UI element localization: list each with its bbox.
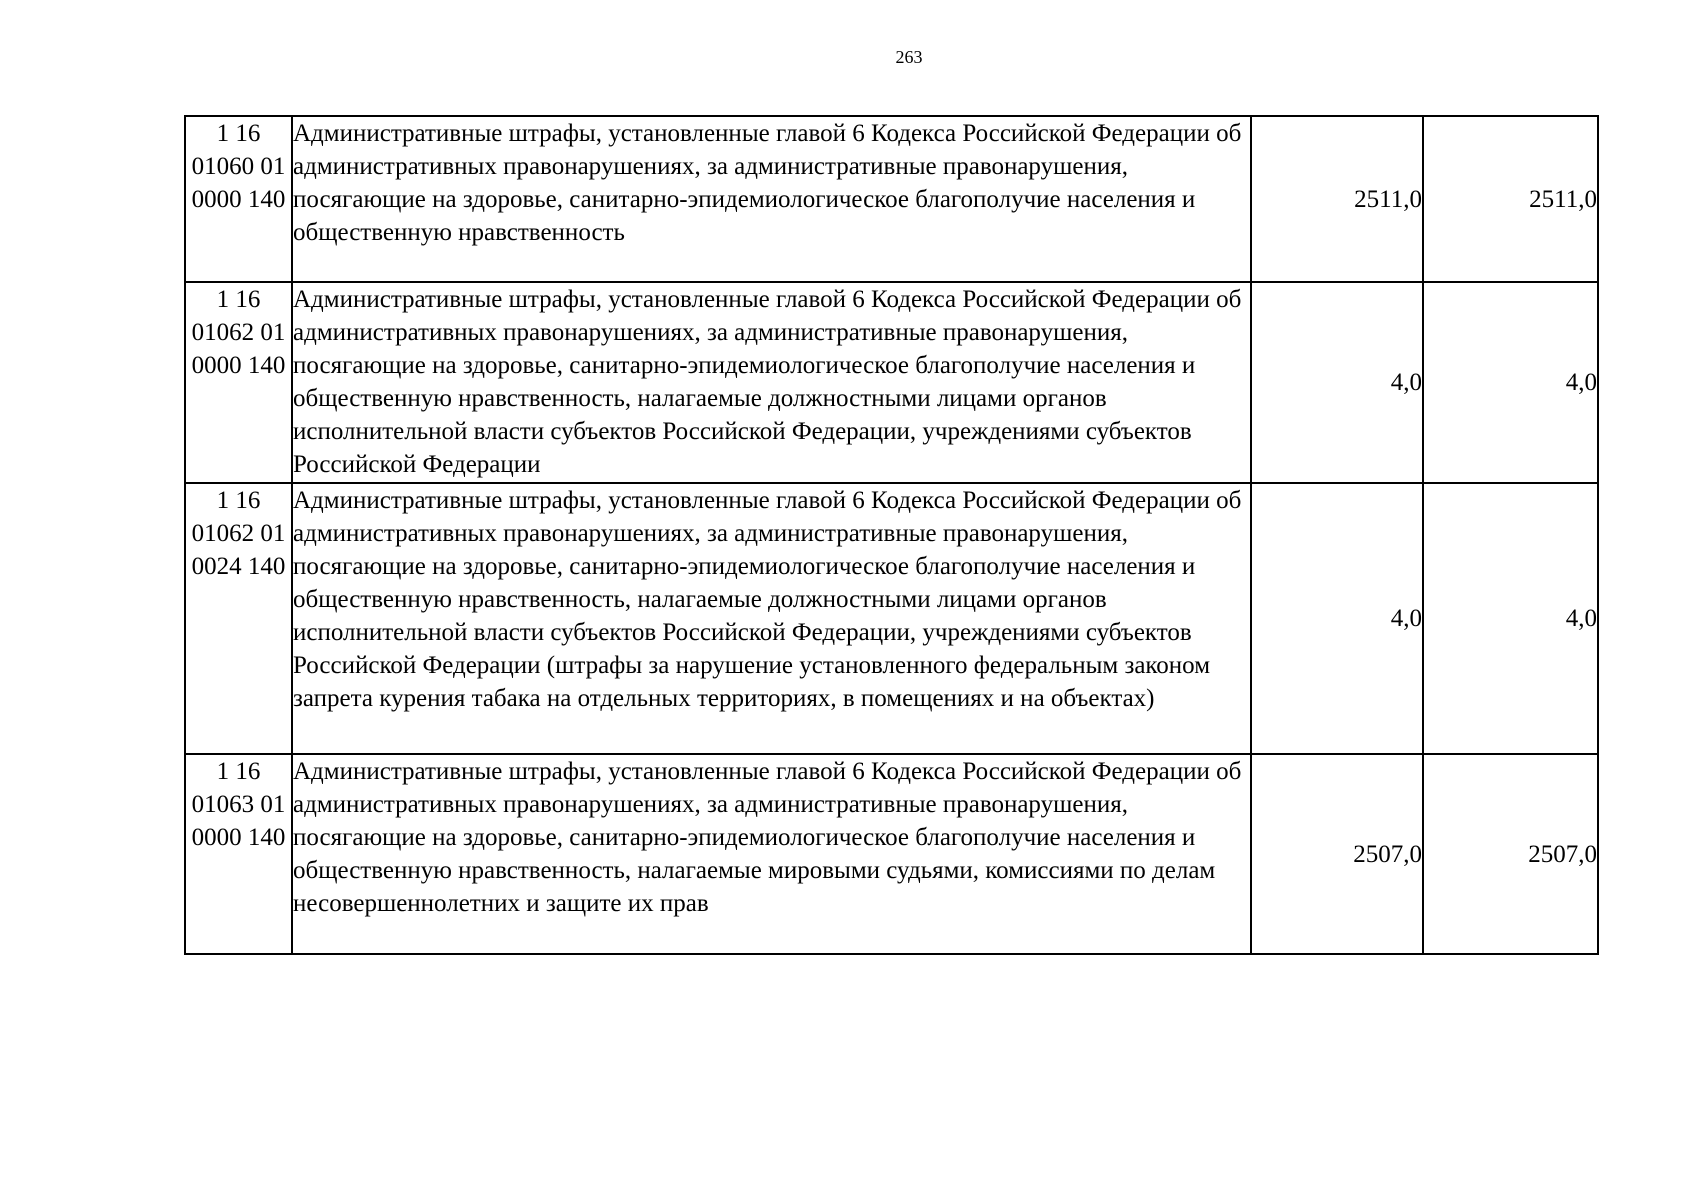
code-line: 1 16 bbox=[216, 758, 261, 785]
value-cell-1: 2511,0 bbox=[1251, 116, 1423, 282]
budget-code-cell bbox=[185, 282, 292, 483]
code-line: 1 16 bbox=[216, 286, 261, 313]
code-line: 01062 01 bbox=[191, 520, 286, 547]
code-line: 0024 140 bbox=[191, 553, 286, 580]
code-line: 1 16 bbox=[216, 487, 261, 514]
table-row bbox=[185, 282, 1598, 483]
code-line: 01062 01 bbox=[191, 319, 286, 346]
code-line: 0000 140 bbox=[191, 186, 286, 213]
table-row bbox=[185, 116, 1598, 282]
description-cell: Административные штрафы, установленные главой 6 Кодекса Российской Федерации об административных правонарушениях, за административные правонарушения, посягающие на здоровье, санитарно-эпидемиологическое благополучие населения и общественную нравственность bbox=[292, 116, 1251, 282]
value-cell-2: 2511,0 bbox=[1423, 116, 1598, 282]
page-number: 263 bbox=[895, 47, 923, 67]
table-row bbox=[185, 754, 1598, 954]
value-cell-2: 4,0 bbox=[1423, 282, 1598, 483]
table-row bbox=[185, 483, 1598, 754]
value-cell-2: 2507,0 bbox=[1423, 754, 1598, 954]
budget-table bbox=[184, 115, 1599, 955]
code-line: 01060 01 bbox=[191, 153, 286, 180]
value-cell-1: 4,0 bbox=[1251, 282, 1423, 483]
code-line: 0000 140 bbox=[191, 824, 286, 851]
value-cell-1: 4,0 bbox=[1251, 483, 1423, 754]
budget-code-cell bbox=[185, 754, 292, 954]
code-line: 01063 01 bbox=[191, 791, 286, 818]
code-line: 0000 140 bbox=[191, 352, 286, 379]
budget-code-cell bbox=[185, 116, 292, 282]
budget-code-cell bbox=[185, 483, 292, 754]
description-cell: Административные штрафы, установленные главой 6 Кодекса Российской Федерации об административных правонарушениях, за административные правонарушения, посягающие на здоровье, санитарно-эпидемиологическое благополучие населения и общественную нравственность, налагаемые должностными лицами органов исполнительной власти субъектов Российской Федерации, учреждениями субъектов Российской Федерации bbox=[292, 282, 1251, 483]
value-cell-2: 4,0 bbox=[1423, 483, 1598, 754]
value-cell-1: 2507,0 bbox=[1251, 754, 1423, 954]
description-cell: Административные штрафы, установленные главой 6 Кодекса Российской Федерации об административных правонарушениях, за административные правонарушения, посягающие на здоровье, санитарно-эпидемиологическое благополучие населения и общественную нравственность, налагаемые мировыми судьями, комиссиями по делам несовершеннолетних и защите их прав bbox=[292, 754, 1251, 954]
code-line: 1 16 bbox=[216, 120, 261, 147]
description-cell: Административные штрафы, установленные главой 6 Кодекса Российской Федерации об административных правонарушениях, за административные правонарушения, посягающие на здоровье, санитарно-эпидемиологическое благополучие населения и общественную нравственность, налагаемые должностными лицами органов исполнительной власти субъектов Российской Федерации, учреждениями субъектов Российской Федерации (штрафы за нарушение установленного федеральным законом запрета курения табака на отдельных территориях, в помещениях и на объектах) bbox=[292, 483, 1251, 754]
